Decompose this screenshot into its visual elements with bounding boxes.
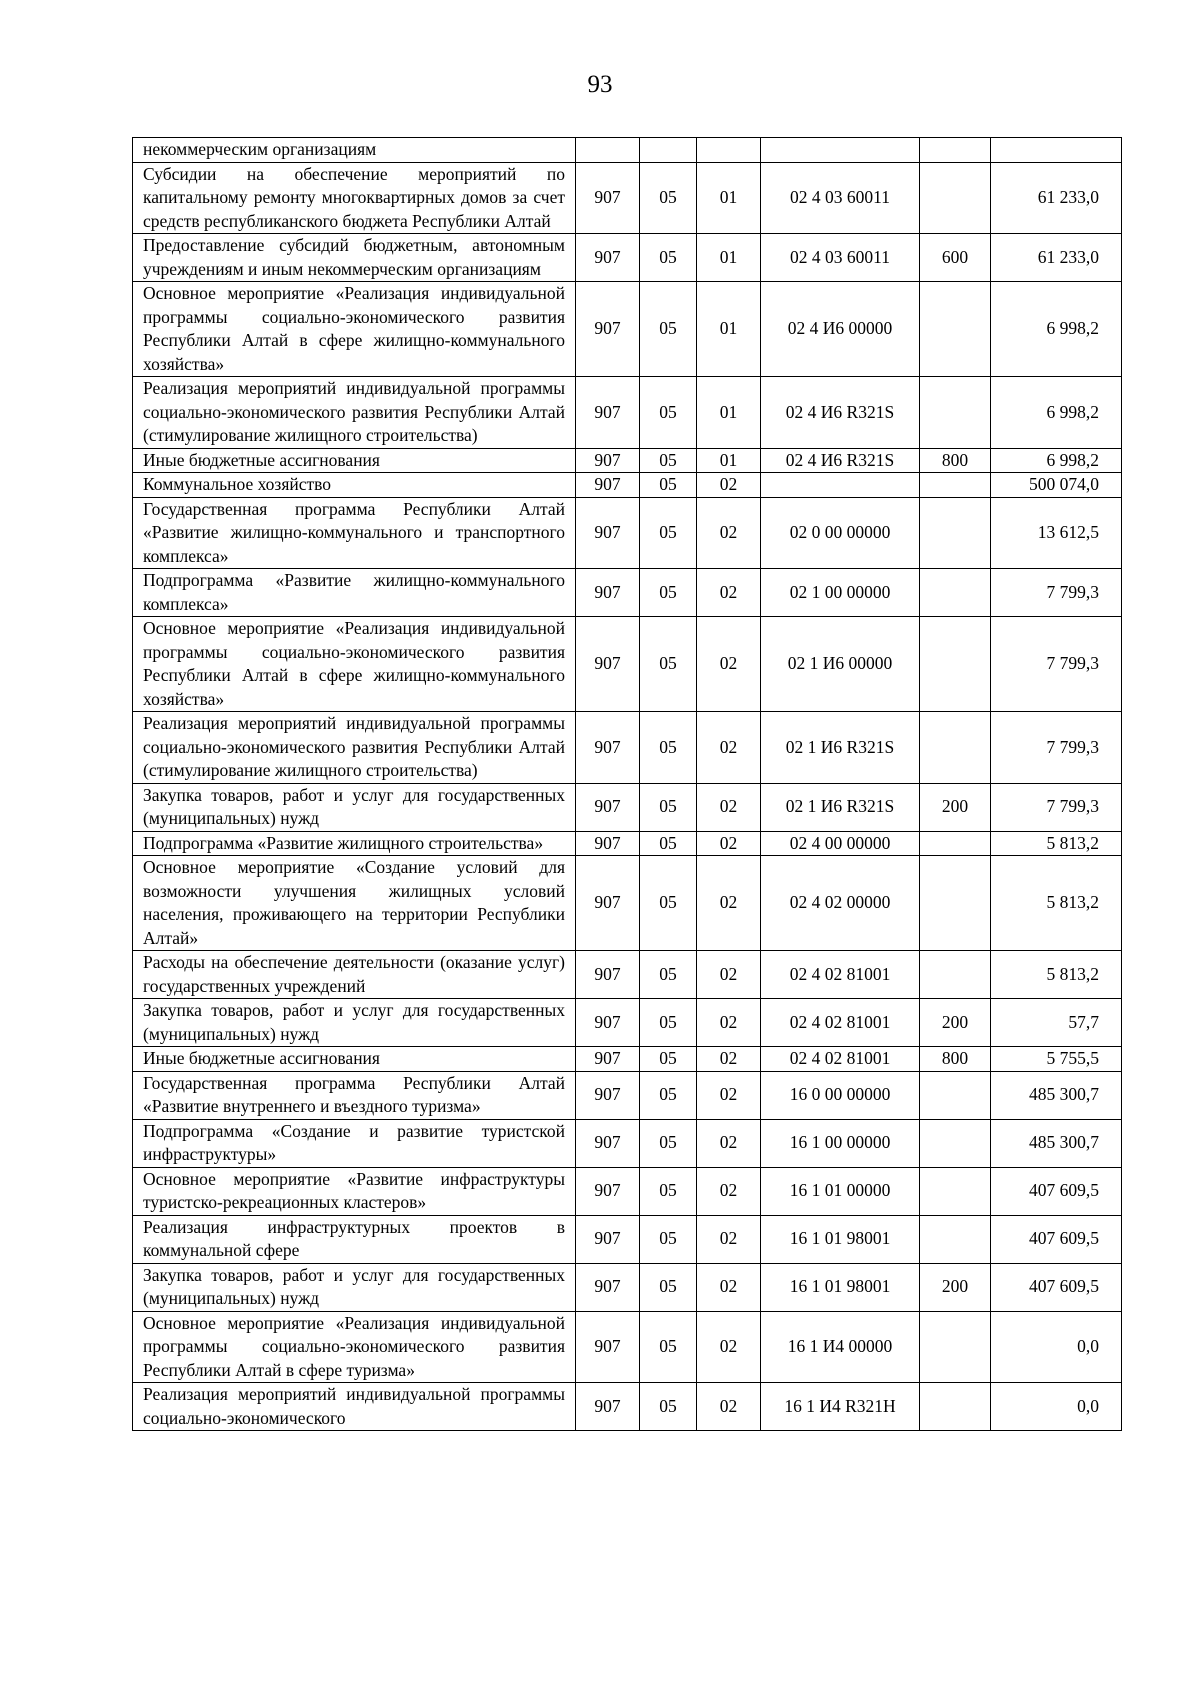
subsection-code-cell: 02 <box>697 1071 761 1119</box>
expense-name-cell: Закупка товаров, работ и услуг для государственных (муниципальных) нужд <box>133 783 576 831</box>
target-article-cell: 16 1 И4 00000 <box>761 1311 920 1383</box>
section-code-cell: 05 <box>640 497 697 569</box>
expense-type-cell <box>920 617 991 712</box>
subsection-code-cell: 02 <box>697 1047 761 1072</box>
grbs-code-cell: 907 <box>576 282 640 377</box>
grbs-code-cell: 907 <box>576 1263 640 1311</box>
subsection-code-cell: 02 <box>697 617 761 712</box>
grbs-code-cell: 907 <box>576 569 640 617</box>
expense-type-cell <box>920 1383 991 1431</box>
expense-type-cell: 200 <box>920 1263 991 1311</box>
section-code-cell: 05 <box>640 473 697 498</box>
amount-cell: 485 300,7 <box>991 1119 1122 1167</box>
expense-name-cell: Реализация мероприятий индивидуальной программы социально-экономического развития Республики Алтай (стимулирование жилищного строительства) <box>133 377 576 449</box>
subsection-code-cell: 02 <box>697 712 761 784</box>
target-article-cell: 02 4 02 00000 <box>761 856 920 951</box>
section-code-cell: 05 <box>640 234 697 282</box>
target-article-cell: 16 1 01 98001 <box>761 1263 920 1311</box>
target-article-cell: 02 4 00 00000 <box>761 831 920 856</box>
subsection-code-cell: 02 <box>697 1383 761 1431</box>
table-row <box>133 1071 1122 1119</box>
amount-cell: 6 998,2 <box>991 448 1122 473</box>
section-code-cell: 05 <box>640 1311 697 1383</box>
section-code-cell: 05 <box>640 999 697 1047</box>
expense-type-cell <box>920 1119 991 1167</box>
grbs-code-cell: 907 <box>576 473 640 498</box>
table-row <box>133 234 1122 282</box>
amount-cell: 5 813,2 <box>991 856 1122 951</box>
subsection-code-cell: 01 <box>697 377 761 449</box>
section-code-cell: 05 <box>640 783 697 831</box>
target-article-cell: 02 4 03 60011 <box>761 234 920 282</box>
section-code-cell: 05 <box>640 1167 697 1215</box>
target-article-cell: 02 1 И6 R321S <box>761 712 920 784</box>
expense-type-cell <box>920 473 991 498</box>
amount-cell: 485 300,7 <box>991 1071 1122 1119</box>
budget-table-body <box>133 138 1122 1431</box>
table-row <box>133 1263 1122 1311</box>
subsection-code-cell: 02 <box>697 783 761 831</box>
section-code-cell: 05 <box>640 1263 697 1311</box>
expense-name-cell: Коммунальное хозяйство <box>133 473 576 498</box>
grbs-code-cell: 907 <box>576 1119 640 1167</box>
table-row <box>133 1047 1122 1072</box>
expense-name-cell: Основное мероприятие «Реализация индивидуальной программы социально-экономического развития Республики Алтай в сфере туризма» <box>133 1311 576 1383</box>
amount-cell: 0,0 <box>991 1383 1122 1431</box>
target-article-cell: 02 1 И6 00000 <box>761 617 920 712</box>
budget-table <box>132 137 1122 1431</box>
subsection-code-cell: 01 <box>697 448 761 473</box>
table-row <box>133 617 1122 712</box>
amount-cell: 407 609,5 <box>991 1215 1122 1263</box>
table-row <box>133 1119 1122 1167</box>
amount-cell: 0,0 <box>991 1311 1122 1383</box>
target-article-cell: 02 1 00 00000 <box>761 569 920 617</box>
expense-type-cell <box>920 138 991 163</box>
expense-name-cell: Субсидии на обеспечение мероприятий по капитальному ремонту многоквартирных домов за счет средств республиканского бюджета Республики Алтай <box>133 162 576 234</box>
target-article-cell: 02 4 И6 00000 <box>761 282 920 377</box>
table-row <box>133 999 1122 1047</box>
grbs-code-cell: 907 <box>576 448 640 473</box>
expense-name-cell: некоммерческим организациям <box>133 138 576 163</box>
amount-cell: 5 755,5 <box>991 1047 1122 1072</box>
expense-type-cell <box>920 856 991 951</box>
section-code-cell: 05 <box>640 1071 697 1119</box>
expense-type-cell <box>920 377 991 449</box>
section-code-cell: 05 <box>640 377 697 449</box>
amount-cell: 7 799,3 <box>991 712 1122 784</box>
amount-cell: 5 813,2 <box>991 831 1122 856</box>
expense-type-cell: 800 <box>920 448 991 473</box>
expense-name-cell: Основное мероприятие «Создание условий для возможности улучшения жилищных условий населения, проживающего на территории Республики Алтай» <box>133 856 576 951</box>
target-article-cell <box>761 138 920 163</box>
grbs-code-cell: 907 <box>576 1167 640 1215</box>
expense-name-cell: Иные бюджетные ассигнования <box>133 448 576 473</box>
grbs-code-cell: 907 <box>576 234 640 282</box>
grbs-code-cell: 907 <box>576 1311 640 1383</box>
expense-name-cell: Реализация мероприятий индивидуальной программы социально-экономического <box>133 1383 576 1431</box>
section-code-cell: 05 <box>640 162 697 234</box>
target-article-cell: 02 4 И6 R321S <box>761 377 920 449</box>
table-row <box>133 951 1122 999</box>
subsection-code-cell: 01 <box>697 282 761 377</box>
subsection-code-cell: 02 <box>697 1263 761 1311</box>
section-code-cell: 05 <box>640 1047 697 1072</box>
expense-type-cell: 800 <box>920 1047 991 1072</box>
target-article-cell: 02 4 И6 R321S <box>761 448 920 473</box>
section-code-cell: 05 <box>640 1383 697 1431</box>
table-row <box>133 473 1122 498</box>
grbs-code-cell: 907 <box>576 162 640 234</box>
expense-type-cell <box>920 162 991 234</box>
amount-cell: 6 998,2 <box>991 282 1122 377</box>
table-row <box>133 1311 1122 1383</box>
subsection-code-cell: 02 <box>697 497 761 569</box>
expense-name-cell: Реализация инфраструктурных проектов в коммунальной сфере <box>133 1215 576 1263</box>
subsection-code-cell: 02 <box>697 1311 761 1383</box>
table-row <box>133 162 1122 234</box>
section-code-cell: 05 <box>640 1215 697 1263</box>
subsection-code-cell: 02 <box>697 1215 761 1263</box>
amount-cell: 500 074,0 <box>991 473 1122 498</box>
amount-cell: 61 233,0 <box>991 234 1122 282</box>
amount-cell: 7 799,3 <box>991 783 1122 831</box>
target-article-cell: 02 4 02 81001 <box>761 951 920 999</box>
table-row <box>133 783 1122 831</box>
table-row <box>133 569 1122 617</box>
subsection-code-cell: 02 <box>697 831 761 856</box>
target-article-cell: 02 4 02 81001 <box>761 999 920 1047</box>
expense-type-cell <box>920 1311 991 1383</box>
table-row <box>133 831 1122 856</box>
target-article-cell: 16 1 01 00000 <box>761 1167 920 1215</box>
grbs-code-cell: 907 <box>576 1071 640 1119</box>
expense-type-cell <box>920 712 991 784</box>
expense-type-cell: 600 <box>920 234 991 282</box>
subsection-code-cell: 02 <box>697 999 761 1047</box>
grbs-code-cell: 907 <box>576 783 640 831</box>
expense-name-cell: Основное мероприятие «Реализация индивидуальной программы социально-экономического развития Республики Алтай в сфере жилищно-коммунального хозяйства» <box>133 617 576 712</box>
section-code-cell: 05 <box>640 448 697 473</box>
grbs-code-cell: 907 <box>576 951 640 999</box>
subsection-code-cell <box>697 138 761 163</box>
target-article-cell: 02 0 00 00000 <box>761 497 920 569</box>
target-article-cell: 02 4 02 81001 <box>761 1047 920 1072</box>
grbs-code-cell <box>576 138 640 163</box>
expense-name-cell: Реализация мероприятий индивидуальной программы социально-экономического развития Республики Алтай (стимулирование жилищного строительства) <box>133 712 576 784</box>
target-article-cell <box>761 473 920 498</box>
subsection-code-cell: 01 <box>697 162 761 234</box>
subsection-code-cell: 02 <box>697 951 761 999</box>
grbs-code-cell: 907 <box>576 712 640 784</box>
expense-name-cell: Подпрограмма «Развитие жилищного строительства» <box>133 831 576 856</box>
amount-cell: 407 609,5 <box>991 1167 1122 1215</box>
table-row <box>133 138 1122 163</box>
expense-type-cell <box>920 569 991 617</box>
section-code-cell: 05 <box>640 712 697 784</box>
expense-name-cell: Закупка товаров, работ и услуг для государственных (муниципальных) нужд <box>133 1263 576 1311</box>
expense-name-cell: Предоставление субсидий бюджетным, автономным учреждениям и иным некоммерческим организациям <box>133 234 576 282</box>
subsection-code-cell: 02 <box>697 856 761 951</box>
expense-name-cell: Государственная программа Республики Алтай «Развитие внутреннего и въездного туризма» <box>133 1071 576 1119</box>
grbs-code-cell: 907 <box>576 617 640 712</box>
expense-name-cell: Закупка товаров, работ и услуг для государственных (муниципальных) нужд <box>133 999 576 1047</box>
section-code-cell: 05 <box>640 617 697 712</box>
expense-type-cell <box>920 951 991 999</box>
expense-type-cell <box>920 831 991 856</box>
target-article-cell: 16 1 И4 R321Н <box>761 1383 920 1431</box>
expense-name-cell: Подпрограмма «Создание и развитие туристской инфраструктуры» <box>133 1119 576 1167</box>
grbs-code-cell: 907 <box>576 831 640 856</box>
grbs-code-cell: 907 <box>576 856 640 951</box>
amount-cell: 13 612,5 <box>991 497 1122 569</box>
expense-name-cell: Подпрограмма «Развитие жилищно-коммунального комплекса» <box>133 569 576 617</box>
section-code-cell: 05 <box>640 951 697 999</box>
expense-name-cell: Основное мероприятие «Развитие инфраструктуры туристско-рекреационных кластеров» <box>133 1167 576 1215</box>
expense-type-cell <box>920 1215 991 1263</box>
subsection-code-cell: 02 <box>697 473 761 498</box>
table-row <box>133 1167 1122 1215</box>
target-article-cell: 16 1 00 00000 <box>761 1119 920 1167</box>
target-article-cell: 16 0 00 00000 <box>761 1071 920 1119</box>
amount-cell: 57,7 <box>991 999 1122 1047</box>
subsection-code-cell: 02 <box>697 1167 761 1215</box>
expense-name-cell: Расходы на обеспечение деятельности (оказание услуг) государственных учреждений <box>133 951 576 999</box>
target-article-cell: 02 1 И6 R321S <box>761 783 920 831</box>
subsection-code-cell: 02 <box>697 1119 761 1167</box>
expense-name-cell: Государственная программа Республики Алтай «Развитие жилищно-коммунального и транспортного комплекса» <box>133 497 576 569</box>
section-code-cell: 05 <box>640 569 697 617</box>
page-number: 93 <box>587 71 613 98</box>
table-row <box>133 856 1122 951</box>
expense-type-cell <box>920 1071 991 1119</box>
expense-type-cell <box>920 497 991 569</box>
section-code-cell: 05 <box>640 282 697 377</box>
section-code-cell <box>640 138 697 163</box>
expense-type-cell <box>920 1167 991 1215</box>
amount-cell: 5 813,2 <box>991 951 1122 999</box>
expense-type-cell: 200 <box>920 999 991 1047</box>
table-row <box>133 448 1122 473</box>
table-row <box>133 377 1122 449</box>
amount-cell: 6 998,2 <box>991 377 1122 449</box>
expense-name-cell: Основное мероприятие «Реализация индивидуальной программы социально-экономического развития Республики Алтай в сфере жилищно-коммунального хозяйства» <box>133 282 576 377</box>
subsection-code-cell: 01 <box>697 234 761 282</box>
amount-cell <box>991 138 1122 163</box>
expense-name-cell: Иные бюджетные ассигнования <box>133 1047 576 1072</box>
expense-type-cell <box>920 282 991 377</box>
grbs-code-cell: 907 <box>576 1383 640 1431</box>
grbs-code-cell: 907 <box>576 999 640 1047</box>
amount-cell: 7 799,3 <box>991 569 1122 617</box>
grbs-code-cell: 907 <box>576 1215 640 1263</box>
target-article-cell: 16 1 01 98001 <box>761 1215 920 1263</box>
amount-cell: 61 233,0 <box>991 162 1122 234</box>
table-row <box>133 1383 1122 1431</box>
target-article-cell: 02 4 03 60011 <box>761 162 920 234</box>
amount-cell: 407 609,5 <box>991 1263 1122 1311</box>
subsection-code-cell: 02 <box>697 569 761 617</box>
table-row <box>133 282 1122 377</box>
table-row <box>133 497 1122 569</box>
grbs-code-cell: 907 <box>576 377 640 449</box>
grbs-code-cell: 907 <box>576 497 640 569</box>
table-row <box>133 712 1122 784</box>
grbs-code-cell: 907 <box>576 1047 640 1072</box>
section-code-cell: 05 <box>640 1119 697 1167</box>
amount-cell: 7 799,3 <box>991 617 1122 712</box>
section-code-cell: 05 <box>640 856 697 951</box>
section-code-cell: 05 <box>640 831 697 856</box>
table-row <box>133 1215 1122 1263</box>
expense-type-cell: 200 <box>920 783 991 831</box>
